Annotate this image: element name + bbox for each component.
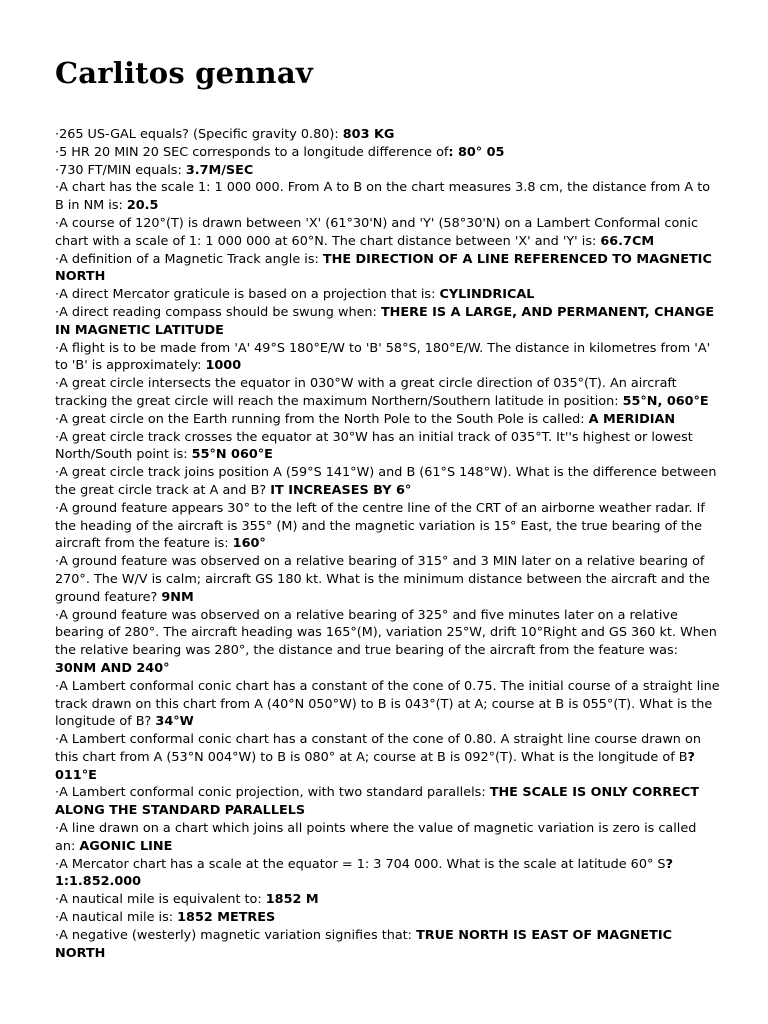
answer-text: CYLINDRICAL [439, 287, 535, 303]
question-text: ·A Lambert conformal conic chart has a constant of the cone of 0.80. A straight line course drawn on this chart from A (53°N 004°W) to B is 080° at A; course at B is 092°(T). What is the longitude of B [55, 732, 701, 765]
answer-text: 34°W [155, 714, 194, 730]
answer-text: ? 1:1.852.000 [55, 856, 673, 890]
qa-item [55, 429, 720, 465]
qa-item [55, 784, 720, 820]
answer-text: ? 011°E [55, 749, 695, 783]
qa-item [55, 909, 720, 927]
answer-text: IT INCREASES BY 6° [270, 482, 412, 498]
answer-text: 20.5 [126, 198, 159, 214]
question-text: ·A flight is to be made from 'A' 49°S 180°E/W to 'B' 58°S, 180°E/W. The distance in kilometres from 'A' to 'B' is approximately: [55, 340, 711, 374]
qa-item [55, 411, 720, 429]
question-text: ·A nautical mile is: [55, 910, 178, 926]
question-text: ·A ground feature was observed on a relative bearing of 315° and 3 MIN later on a relative bearing of 270°. The W/V is calm; aircraft GS 180 kt. What is the minimum distance between the aircraft and the ground feature? [55, 554, 710, 605]
question-text: ·A ground feature was observed on a relative bearing of 325° and five minutes later on a relative bearing of 280°. The aircraft heading was 165°(M), variation 25°W, drift 10°Right and GS 360 kt. When the relative bearing was 280°, the distance and true bearing of the aircraft from the feature was: [55, 607, 717, 659]
question-text: ·A ground feature appears 30° to the left of the centre line of the CRT of an airborne weather radar. If the heading of the aircraft is 355° (M) and the magnetic variation is 15° East, the true bearing of the aircraft from the feature is: [55, 500, 705, 552]
answer-text: 1852 M [265, 892, 319, 908]
question-text: ·A chart has the scale 1: 1 000 000. From A to B on the chart measures 3.8 cm, the distance from A to B in NM is: [55, 180, 711, 214]
question-text: ·A nautical mile is equivalent to: [55, 892, 266, 908]
answer-text: A MERIDIAN [588, 411, 676, 427]
question-text: ·A definition of a Magnetic Track angle is: [55, 251, 323, 267]
qa-item [55, 820, 720, 856]
question-text: ·A Mercator chart has a scale at the equator = 1: 3 704 000. What is the scale at latitude 60° S [55, 856, 666, 872]
question-text: ·A direct Mercator graticule is based on a projection that is: [55, 287, 440, 303]
answer-text: 803 KG [342, 127, 395, 142]
qa-item [55, 144, 720, 162]
qa-item [55, 731, 720, 784]
answer-text: THE SCALE IS ONLY CORRECT ALONG THE STANDARD PARALLELS [55, 785, 699, 819]
qa-item [55, 340, 720, 376]
question-text: ·A negative (westerly) magnetic variation signifies that: [55, 927, 417, 943]
qa-item [55, 304, 720, 340]
answer-text: 9NM [161, 589, 194, 605]
question-text: ·265 US-GAL equals? (Specific gravity 0.80): [55, 127, 343, 142]
answer-text: 160° [232, 536, 266, 552]
qa-list [55, 126, 720, 962]
qa-item [55, 286, 720, 304]
answer-text: THE DIRECTION OF A LINE REFERENCED TO MAGNETIC NORTH [55, 251, 712, 285]
answer-text: 1000 [205, 358, 242, 374]
qa-item [55, 553, 720, 606]
question-text: ·A direct reading compass should be swung when: [55, 304, 381, 320]
qa-item [55, 464, 720, 500]
qa-item [55, 215, 720, 251]
page-title: Carlitos gennav [55, 56, 313, 90]
question-text: ·A Lambert conformal conic projection, with two standard parallels: [55, 785, 490, 801]
qa-item [55, 856, 720, 892]
qa-item [55, 162, 720, 180]
question-text: ·A great circle on the Earth running from the North Pole to the South Pole is called: [55, 411, 589, 427]
answer-text: 55°N, 060°E [622, 393, 709, 409]
question-text: ·A great circle track joins position A (59°S 141°W) and B (61°S 148°W). What is the difference between the great circle track at A and B? [55, 465, 717, 498]
question-text: ·A course of 120°(T) is drawn between 'X' (61°30'N) and 'Y' (58°30'N) on a Lambert Conformal conic chart with a scale of 1: 1 000 000 at 60°N. The chart distance between 'X' and 'Y' is: [55, 215, 698, 249]
question-text: ·A great circle intersects the equator in 030°W with a great circle direction of 035°(T). An aircraft tracking the great circle will reach the maximum Northern/Southern latitude in position: [55, 376, 677, 409]
answer-text: 30NM AND 240° [55, 660, 170, 676]
qa-item [55, 375, 720, 411]
answer-text: 66.7CM [600, 233, 655, 249]
qa-item [55, 251, 720, 287]
question-text: ·A line drawn on a chart which joins all points where the value of magnetic variation is zero is called an: [55, 821, 697, 854]
answer-text: 3.7M/SEC [185, 162, 254, 178]
qa-item [55, 126, 720, 144]
qa-item [55, 927, 720, 963]
qa-item [55, 179, 720, 215]
qa-item [55, 607, 720, 678]
qa-item [55, 678, 720, 731]
answer-text: : 80° 05 [448, 144, 505, 160]
answer-text: AGONIC LINE [79, 838, 173, 854]
question-text: ·730 FT/MIN equals: [55, 162, 186, 178]
question-text: ·A Lambert conformal conic chart has a constant of the cone of 0.75. The initial course of a straight line track drawn on this chart from A (40°N 050°W) to B is 043°(T) at A; course at B is 055°(T). What is the longitude of B? [55, 678, 720, 730]
question-text: ·5 HR 20 MIN 20 SEC corresponds to a longitude difference of [55, 144, 449, 160]
question-text: ·A great circle track crosses the equator at 30°W has an initial track of 035°T. It''s highest or lowest North/South point is: [55, 429, 693, 463]
answer-text: THERE IS A LARGE, AND PERMANENT, CHANGE IN MAGNETIC LATITUDE [55, 304, 715, 338]
qa-item [55, 500, 720, 553]
answer-text: 1852 METRES [177, 910, 276, 926]
qa-item [55, 891, 720, 909]
answer-text: TRUE NORTH IS EAST OF MAGNETIC NORTH [55, 927, 673, 961]
answer-text: 55°N 060°E [191, 447, 273, 463]
